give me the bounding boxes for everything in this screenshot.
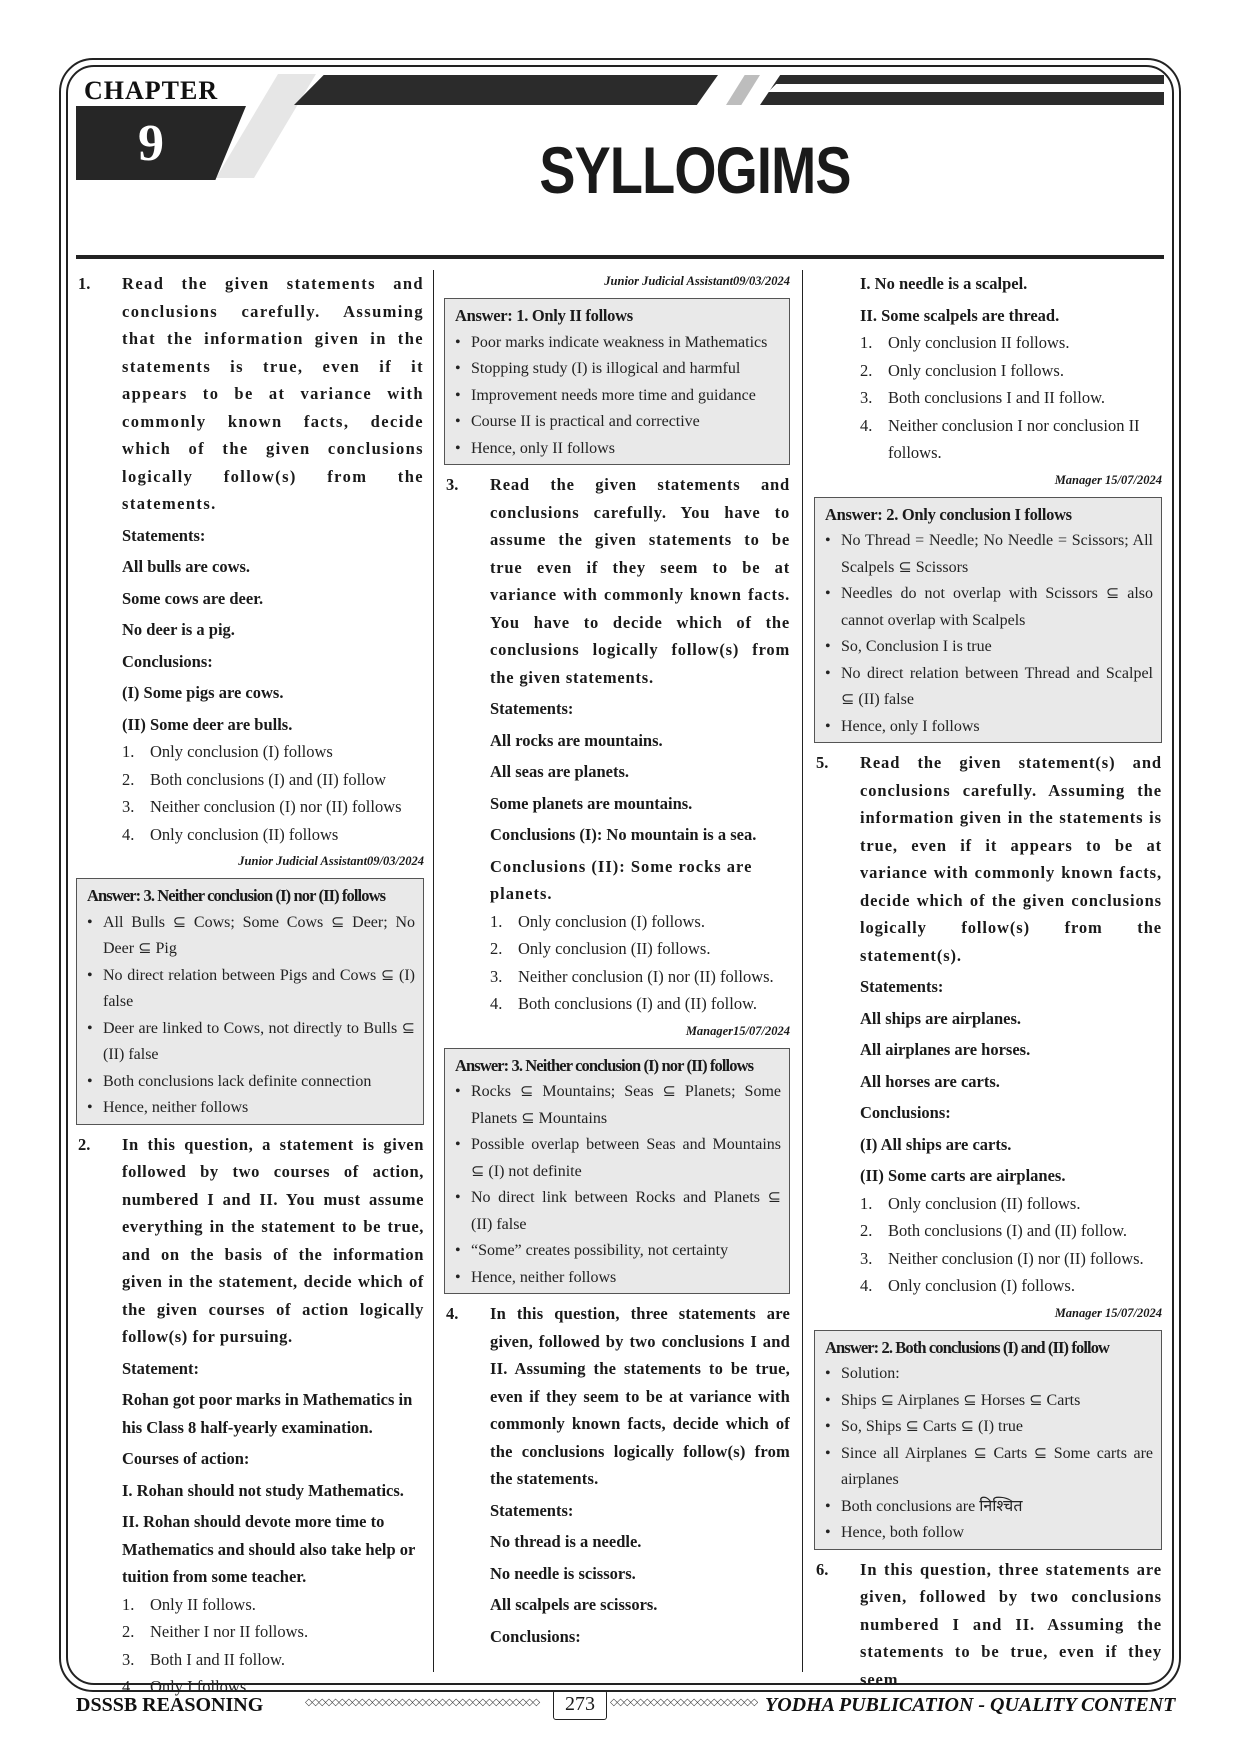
option: 4. Only conclusion (II) follows: [122, 824, 339, 844]
answer-point: • Hence, neither follows: [455, 1265, 781, 1292]
footer-publisher: YODHA PUBLICATION - QUALITY CONTENT: [765, 1694, 1176, 1716]
chapter-title: SYLLOGIMS: [539, 133, 851, 207]
exam-source: Junior Judicial Assistant09/03/2024: [604, 274, 790, 288]
footer-ornament: ◇◇◇◇◇◇◇◇◇◇◇◇◇◇◇◇◇◇◇◇◇◇: [610, 1697, 758, 1708]
conclusion: II. Some scalpels are thread.: [860, 305, 1060, 325]
exam-source: Manager 15/07/2024: [1054, 472, 1162, 487]
option: 1. Only conclusion (I) follows.: [490, 911, 705, 931]
question-text: Read the given statements and conclusions carefully. You have to assume the given statements to be true even if they seem to be at variance with commonly known facts. You have to decide which of the conclusions logically follow(s) from the given statements.: [490, 475, 790, 687]
statement: All horses are carts.: [860, 1071, 1000, 1091]
question-4-continued: [814, 270, 1162, 491]
option: 2. Only conclusion (II) follows.: [490, 939, 711, 958]
question-4: [444, 1300, 790, 1650]
statement: No thread is a needle.: [490, 1532, 642, 1551]
option: 1. Only II follows.: [122, 1594, 256, 1614]
answer-title: Answer: 1. Only II follows: [455, 306, 633, 325]
question-number: 4.: [446, 1304, 459, 1323]
option: 4. Only conclusion (I) follows.: [860, 1276, 1075, 1295]
option: 2. Both conclusions (I) and (II) follow.: [860, 1221, 1128, 1240]
answer-point: • No Thread = Needle; No Needle = Scissors; All Scalpels ⊆ Scissors: [825, 528, 1153, 581]
conclusions-label: Conclusions:: [122, 651, 213, 671]
option: 3. Neither conclusion (I) nor (II) follows: [122, 797, 402, 816]
answer-title: Answer: 3. Neither conclusion (I) nor (II) follows: [455, 1055, 754, 1075]
answer-title: Answer: 2. Both conclusions (I) and (II) follow: [825, 1337, 1110, 1357]
statement: All ships are airplanes.: [860, 1008, 1022, 1028]
statement-label: Statement:: [122, 1358, 199, 1378]
option: 1. Only conclusion (II) follows.: [860, 1193, 1081, 1213]
header-bar-highlight: [760, 84, 1164, 92]
conclusion: (II) Some carts are airplanes.: [860, 1166, 1066, 1185]
answer-point: • Ships ⊆ Airplanes ⊆ Horses ⊆ Carts: [825, 1388, 1153, 1415]
option: 1. Only conclusion (I) follows: [122, 742, 333, 761]
question-number: 3.: [446, 475, 459, 494]
conclusions-label: Conclusions:: [860, 1103, 951, 1122]
question-5: [814, 749, 1162, 1324]
answer-point: • Both conclusions are निश्चित: [825, 1494, 1153, 1521]
option: 4. Neither conclusion I nor conclusion II follows.: [860, 415, 1140, 462]
answer-point: • No direct link between Rocks and Planets ⊆ (II) false: [455, 1185, 781, 1238]
column-1: [76, 270, 424, 1701]
conclusion: (I) Some pigs are cows.: [122, 683, 284, 702]
statements-label: Statements:: [490, 699, 574, 718]
answer-title: Answer: 3. Neither conclusion (I) nor (II) follows: [87, 886, 386, 905]
answer-point: • “Some” creates possibility, not certainty: [455, 1238, 781, 1265]
courses-label: Courses of action:: [122, 1449, 250, 1468]
answer-point: • Hence, neither follows: [87, 1095, 415, 1122]
footer-ornament: ◇◇◇◇◇◇◇◇◇◇◇◇◇◇◇◇◇◇◇◇◇◇◇◇◇◇◇◇◇◇◇◇◇◇◇: [305, 1697, 540, 1708]
page-number: 273: [553, 1690, 607, 1720]
answer-point: • Possible overlap between Seas and Mountains ⊆ (I) not definite: [455, 1132, 781, 1185]
column-3: [814, 270, 1162, 1693]
answer-title: Answer: 2. Only conclusion I follows: [825, 504, 1072, 524]
statement: Some cows are deer.: [122, 588, 264, 608]
option: 3. Neither conclusion (I) nor (II) follows.: [490, 966, 774, 986]
question-number: 1.: [78, 274, 91, 293]
answer-box: [814, 1330, 1162, 1550]
option: 2. Both conclusions (I) and (II) follow: [122, 769, 386, 789]
answer-box: [76, 878, 424, 1125]
answer-point: • So, Ships ⊆ Carts ⊆ (I) true: [825, 1414, 1153, 1441]
answer-point: • Deer are linked to Cows, not directly to Bulls ⊆ (II) false: [87, 1016, 415, 1069]
option: 3. Neither conclusion (I) nor (II) follows.: [860, 1248, 1144, 1268]
column-2: [444, 270, 790, 1650]
chapter-label: CHAPTER: [84, 76, 219, 105]
option: 4. Only I follows.: [122, 1677, 251, 1696]
question-text: In this question, three statements are given, followed by two conclusions numbered I and II. Assuming the statements to be true, even if they seem: [860, 1559, 1162, 1689]
course-of-action: II. Rohan should devote more time to Mathematics and should also take help or tuition from some teacher.: [122, 1512, 416, 1586]
exam-source: Junior Judicial Assistant09/03/2024: [238, 854, 424, 868]
question-text: In this question, a statement is given followed by two courses of action, numbered I and II. You must assume everything in the statement to be true, and on the basis of the information given in the statement, decide which of the given courses of action logically follow(s) for pursuing.: [122, 1134, 424, 1346]
statements-label: Statements:: [122, 525, 206, 545]
question-1: [76, 270, 424, 872]
column-divider: [433, 270, 434, 1672]
question-text: In this question, three statements are given, followed by two conclusions I and II. Assuming the statements to be true, even if they seem to be at variance with commonly known facts, decide which of the conclusions logically follow(s) from the statements.: [490, 1304, 790, 1488]
answer-point: • Since all Airplanes ⊆ Carts ⊆ Some carts are airplanes: [825, 1441, 1153, 1494]
answer-point: • Needles do not overlap with Scissors ⊆ also cannot overlap with Scalpels: [825, 581, 1153, 634]
answer-point: • Both conclusions lack definite connection: [87, 1069, 415, 1096]
question-text: Read the given statements and conclusions carefully. Assuming that the information given in the statements is true, even if it appears to be at variance with commonly known facts, decide which of the given conclusions logically follow(s) from the statements.: [122, 274, 424, 513]
column-divider: [802, 270, 803, 1672]
question-2: [76, 1131, 424, 1701]
answer-point: • Rocks ⊆ Mountains; Seas ⊆ Planets; Some Planets ⊆ Mountains: [455, 1079, 781, 1132]
conclusions-label: Conclusions:: [490, 1626, 581, 1646]
course-of-action: I. Rohan should not study Mathematics.: [122, 1480, 404, 1500]
exam-source: Manager15/07/2024: [685, 1023, 790, 1038]
exam-source: Manager 15/07/2024: [1054, 1305, 1162, 1320]
answer-point: • Hence, only II follows: [455, 436, 781, 463]
answer-point: • Course II is practical and corrective: [455, 409, 781, 436]
question-number: 5.: [816, 753, 829, 772]
option: 4. Both conclusions (I) and (II) follow.: [490, 994, 758, 1013]
statement: All bulls are cows.: [122, 557, 251, 576]
statement: Some planets are mountains.: [490, 793, 693, 813]
question-number: 2.: [78, 1134, 91, 1154]
answer-point: • Stopping study (I) is illogical and harmful: [455, 356, 781, 383]
footer-book-title: DSSSB REASONING: [76, 1694, 264, 1716]
statement: No deer is a pig.: [122, 620, 235, 639]
conclusion: (I) All ships are carts.: [860, 1134, 1012, 1154]
answer-point: • So, Conclusion I is true: [825, 634, 1153, 661]
statements-label: Statements:: [490, 1500, 574, 1520]
conclusion: Conclusions (II): Some rocks are planets.: [490, 856, 753, 903]
statement: All scalpels are scissors.: [490, 1595, 658, 1614]
conclusion: Conclusions (I): No mountain is a sea.: [490, 825, 757, 844]
answer-point: • Hence, only I follows: [825, 714, 1153, 741]
option: 1. Only conclusion II follows.: [860, 333, 1070, 352]
statement: No needle is scissors.: [490, 1563, 636, 1583]
answer-point: • Improvement needs more time and guidance: [455, 383, 781, 410]
answer-box: [444, 1048, 790, 1295]
answer-box: [814, 497, 1162, 744]
statement: All seas are planets.: [490, 762, 630, 781]
answer-point: • Solution:: [825, 1361, 1153, 1388]
answer-point: • No direct relation between Thread and Scalpel ⊆ (II) false: [825, 661, 1153, 714]
answer-box: [444, 298, 790, 465]
statement: Rohan got poor marks in Mathematics in his Class 8 half-yearly examination.: [122, 1390, 413, 1437]
title-rule: [76, 255, 1164, 259]
option: 3. Both I and II follow.: [122, 1649, 286, 1669]
chapter-number: 9: [138, 114, 164, 172]
statement: All rocks are mountains.: [490, 730, 663, 750]
question-text: Read the given statement(s) and conclusions carefully. Assuming the information given in the statements is true, even if it appears to be at variance with commonly known facts, decide which of the given conclusions logically follow(s) from the statement(s).: [860, 753, 1162, 965]
statements-label: Statements:: [860, 977, 944, 996]
answer-point: • No direct relation between Pigs and Cows ⊆ (I) false: [87, 963, 415, 1016]
conclusion: I. No needle is a scalpel.: [860, 274, 1028, 293]
conclusion: (II) Some deer are bulls.: [122, 714, 293, 734]
answer-point: • Poor marks indicate weakness in Mathematics: [455, 330, 781, 357]
statement: All airplanes are horses.: [860, 1040, 1031, 1059]
header-bar: [294, 75, 718, 105]
answer-point: • Hence, both follow: [825, 1520, 1153, 1547]
question-6: [814, 1556, 1162, 1694]
answer-point: • All Bulls ⊆ Cows; Some Cows ⊆ Deer; No Deer ⊆ Pig: [87, 910, 415, 963]
question-3: [444, 471, 790, 1042]
option: 2. Neither I nor II follows.: [122, 1622, 309, 1641]
question-number: 6.: [816, 1559, 829, 1579]
option: 2. Only conclusion I follows.: [860, 360, 1064, 380]
option: 3. Both conclusions I and II follow.: [860, 388, 1106, 407]
